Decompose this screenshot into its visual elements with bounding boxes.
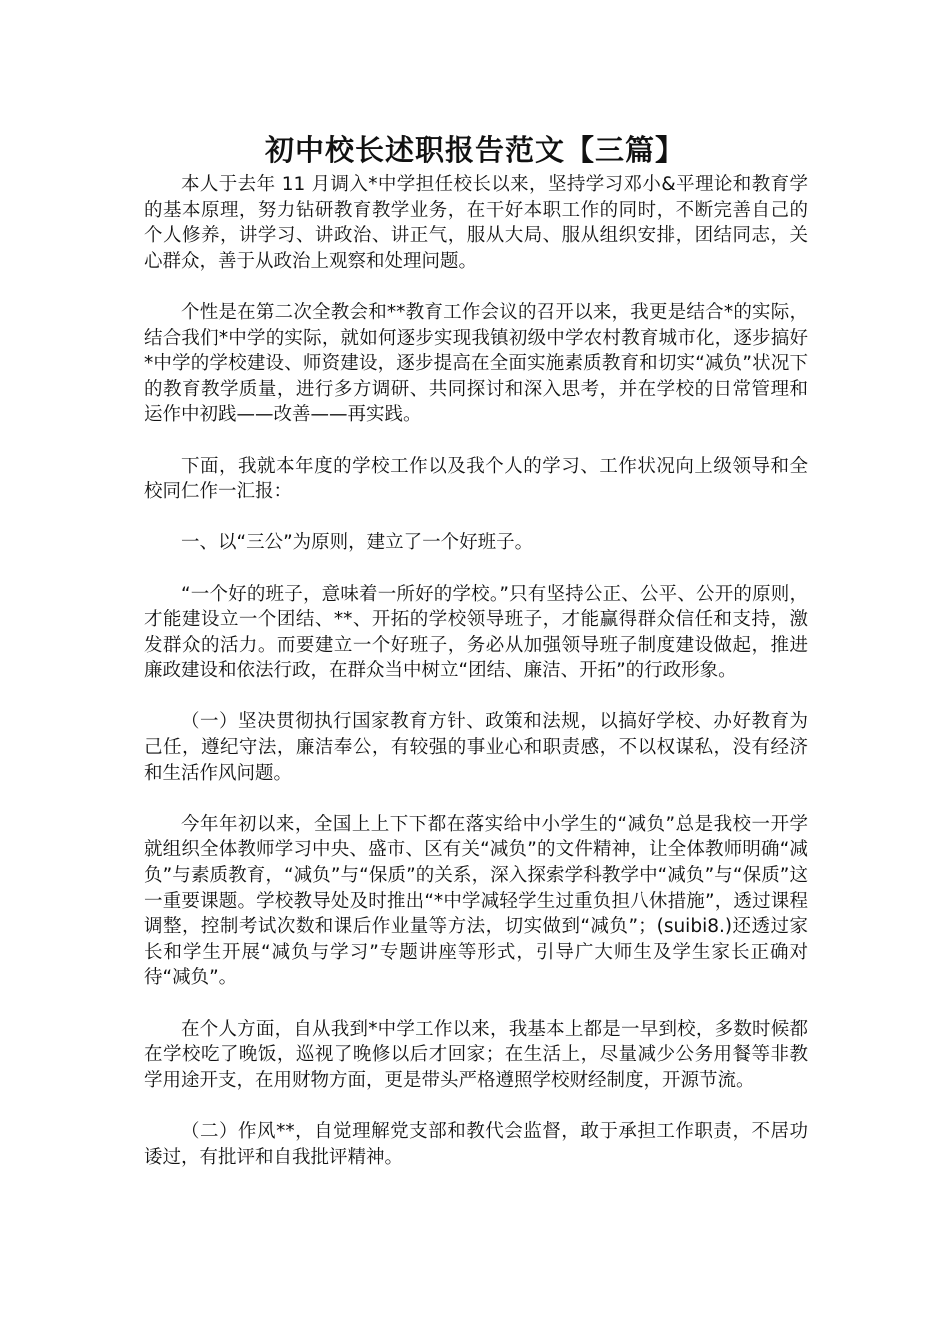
subsection-heading-two: （二）作风**，自觉理解党支部和教代会监督，敢于承担工作职责，不居功诿过，有批评和自我批评精神。 bbox=[144, 1120, 808, 1168]
paragraph-report-lead: 下面，我就本年度的学校工作以及我个人的学习、工作状况向上级领导和全校同仁作一汇报： bbox=[144, 455, 808, 503]
section-heading-one: 一、以“三公”为原则，建立了一个好班子。 bbox=[181, 532, 534, 554]
paragraph-burden-reduction: 今年年初以来，全国上上下下都在落实给中小学生的“减负”总是我校一开学就组织全体教师学习中央、盛市、区有关“减负”的文件精神，让全体教师明确“减负”与素质教育，“减负”与“保质”的关系，深入探索学科教学中“减负”与“保质”这一重要课题。学校教导处及时推出“*中学减轻学生过重负担八休措施”，透过课程调整，控制考试次数和课后作业量等方法，切实做到“减负”；(suibi8.)还透过家长和学生开展“减负与学习”专题讲座等形式，引导广大师生及学生家长正确对待“减负”。 bbox=[144, 813, 808, 989]
document-body bbox=[144, 172, 808, 1170]
paragraph-good-team: “一个好的班子，意味着一所好的学校。”只有坚持公正、公平、公开的原则，才能建设立一个团结、**、开拓的学校领导班子，才能赢得群众信任和支持，激发群众的活力。而要建立一个好班子，务必从加强领导班子制度建设做起，推进廉政建设和依法行政，在群众当中树立“团结、廉洁、开拓”的行政形象。 bbox=[144, 583, 808, 682]
document-title: 初中校长述职报告范文【三篇】 bbox=[264, 133, 685, 167]
paragraph-personal: 在个人方面，自从我到*中学工作以来，我基本上都是一早到校，多数时候都在学校吃了晚饭，巡视了晚修以后才回家；在生活上，尽量减少公务用餐等非教学用途开支，在用财物方面，更是带头严格遵照学校财经制度，开源节流。 bbox=[144, 1018, 808, 1091]
paragraph-intro: 本人于去年 11 月调入*中学担任校长以来，坚持学习邓小&平理论和教育学的基本原理，努力钻研教育教学业务，在干好本职工作的同时，不断完善自己的个人修养，讲学习、讲政治、讲正气，服从大局、服从组织安排，团结同志，关心群众，善于从政治上观察和处理问题。 bbox=[144, 174, 808, 272]
subsection-heading-one: （一）坚决贯彻执行国家教育方针、政策和法规，以搞好学校、办好教育为己任，遵纪守法，廉洁奉公，有较强的事业心和职责感，不以权谋私，没有经济和生活作风问题。 bbox=[144, 711, 808, 784]
paragraph-practice: 个性是在第二次全教会和**教育工作会议的召开以来，我更是结合*的实际，结合我们*中学的实际，就如何逐步实现我镇初级中学农村教育城市化，逐步搞好*中学的学校建设、师资建设，逐步提高在全面实施素质教育和切实“减负”状况下的教育教学质量，进行多方调研、共同探讨和深入思考，并在学校的日常管理和运作中初践——改善——再实践。 bbox=[144, 301, 808, 426]
